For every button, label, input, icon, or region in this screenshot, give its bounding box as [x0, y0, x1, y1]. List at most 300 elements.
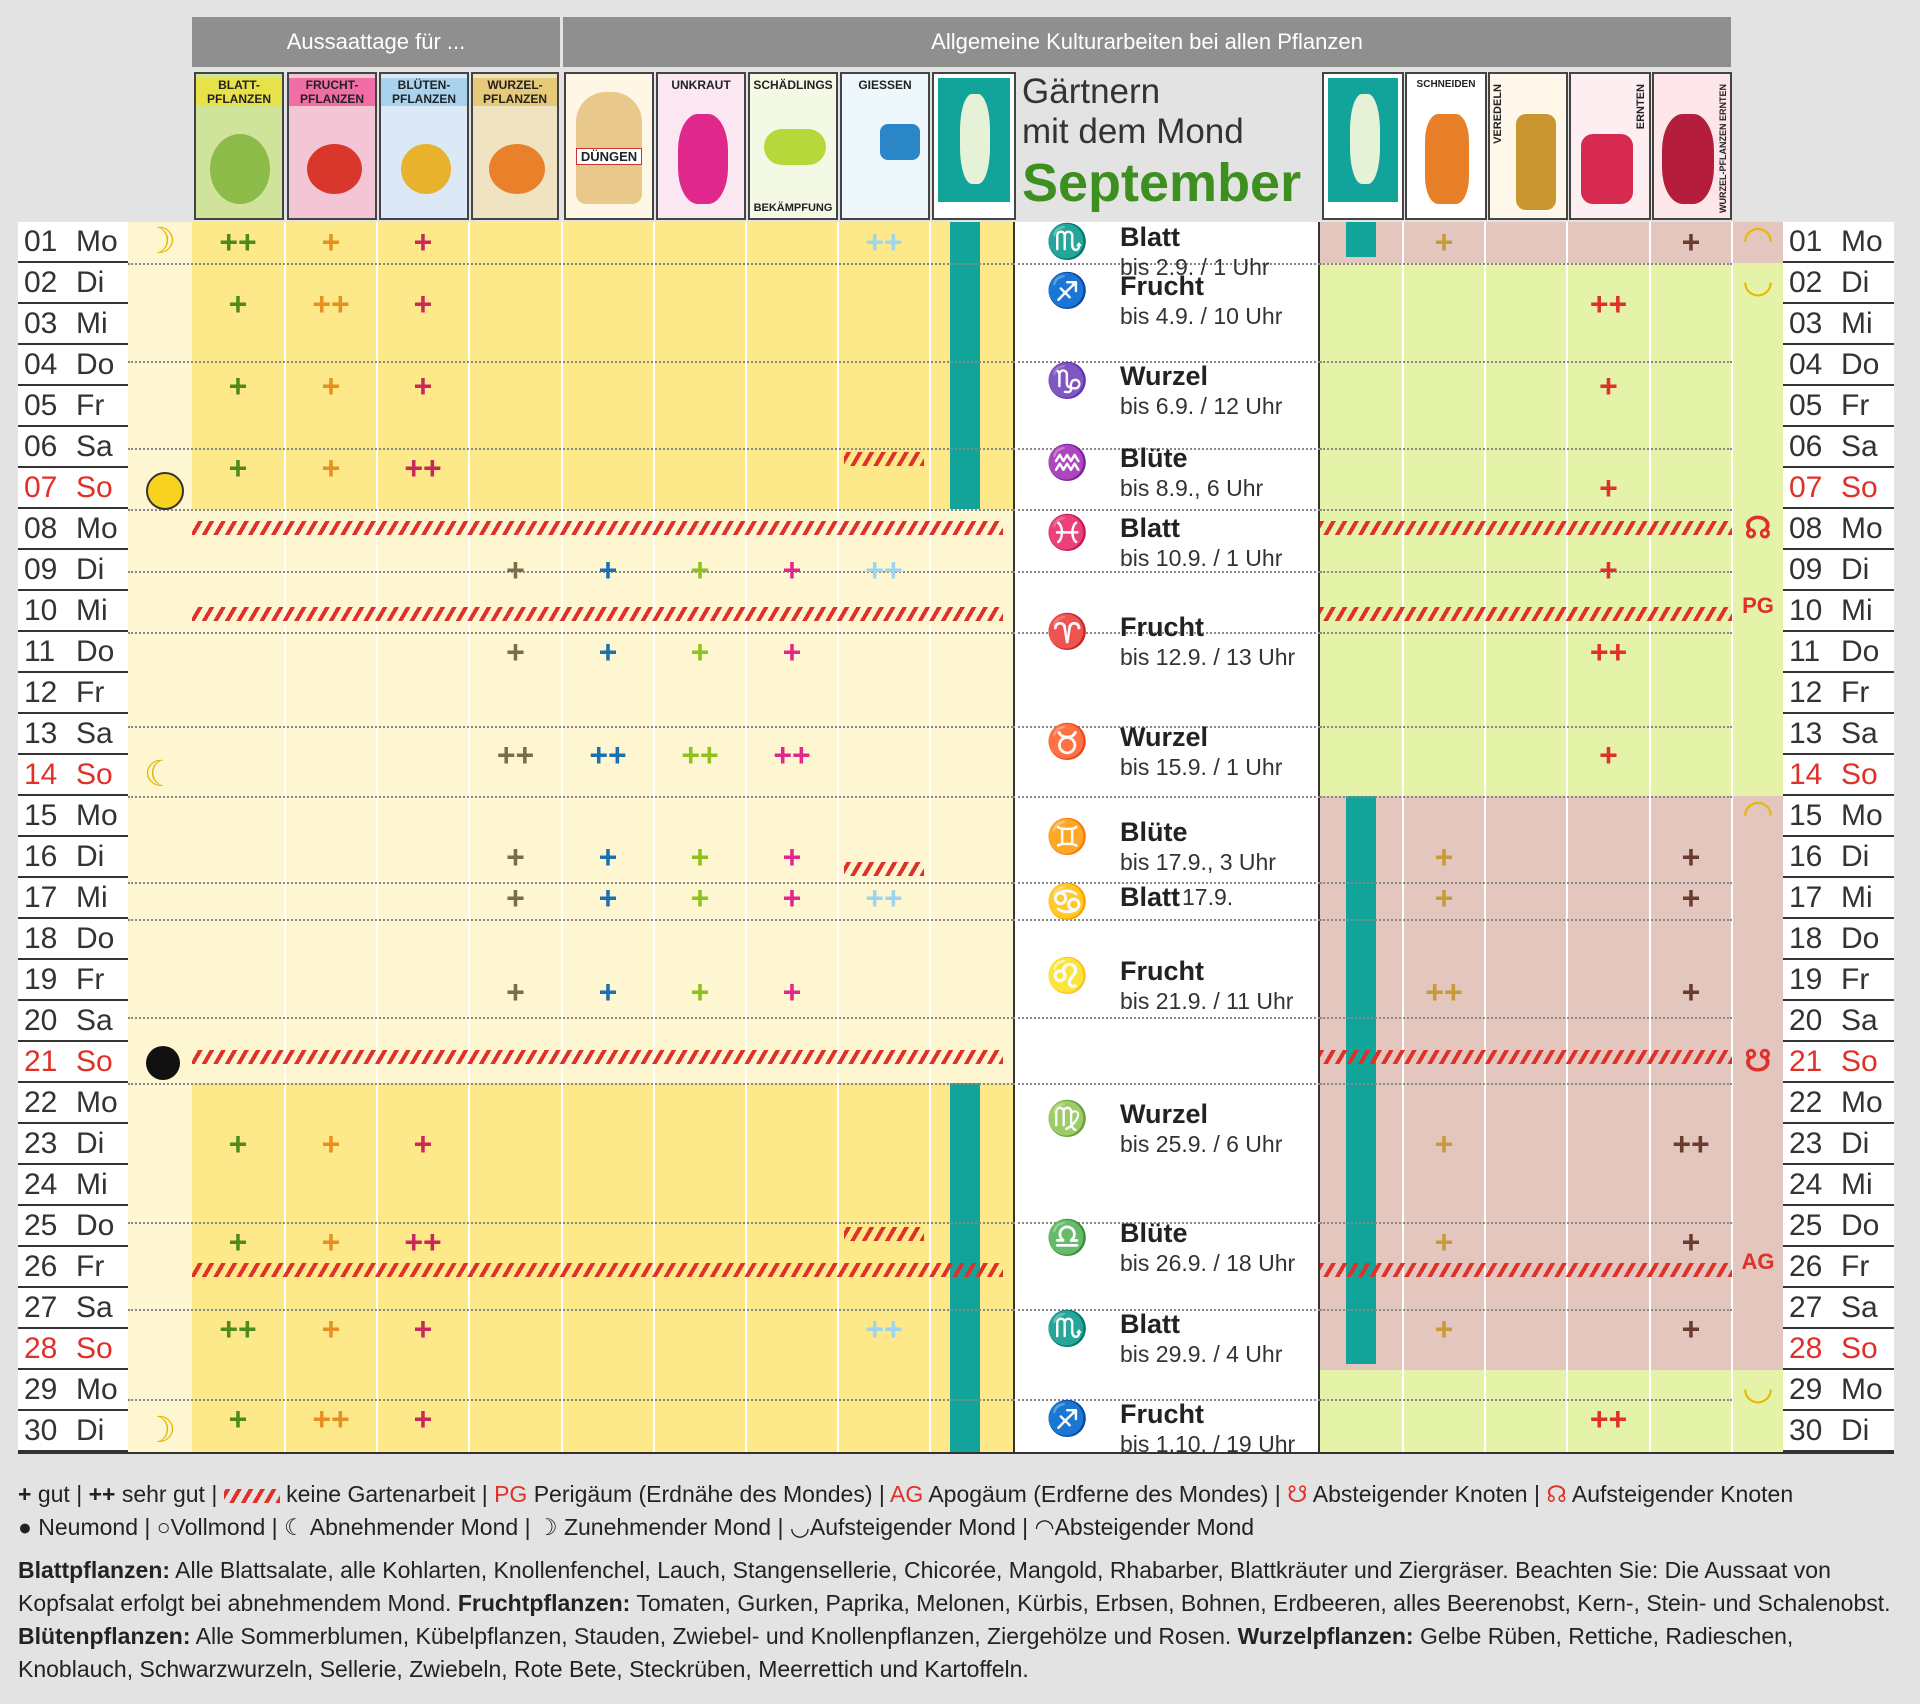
day-number: 05: [1789, 388, 1823, 422]
day-row-03: [1783, 304, 1894, 345]
day-row-20: [1783, 1001, 1894, 1042]
divider: [1320, 1222, 1732, 1224]
plant-description: [18, 1554, 1898, 1686]
rating-mark-frucht: ++: [312, 1400, 350, 1437]
day-row-05: [1783, 386, 1894, 427]
moon-ascend-descend-icon: ◡: [1742, 259, 1774, 300]
day-row-21: [1783, 1042, 1894, 1083]
rating-mark-bluete: +: [413, 224, 433, 260]
rating-mark-frucht: +: [321, 367, 341, 404]
weekday: Sa: [76, 1290, 113, 1324]
day-number: 08: [1789, 511, 1823, 545]
weekday: Do: [76, 347, 115, 381]
moon-column: [128, 222, 192, 1452]
lion-icon: ♌: [1046, 956, 1089, 995]
sign-plant-type: Wurzel: [1120, 1099, 1209, 1130]
divider: [1320, 571, 1732, 573]
moon-phase-icon: ☽: [143, 1409, 177, 1450]
divider: [1320, 361, 1732, 363]
day-number: 23: [24, 1126, 58, 1160]
weekday: Mo: [1841, 224, 1883, 258]
day-number: 19: [24, 962, 58, 996]
rating-mark-wurzel: +: [506, 974, 525, 1011]
weekday: So: [1841, 470, 1878, 504]
rating-mark-schneiden: ++: [1425, 974, 1463, 1011]
ascending-node-icon: ☊: [1744, 512, 1772, 545]
day-row-10: [1783, 591, 1894, 632]
weekday: Fr: [76, 1249, 105, 1283]
day-number: 18: [1789, 921, 1823, 955]
rating-mark-schneiden: +: [1434, 224, 1454, 260]
duengen-tile-icon: DÜNGEN: [564, 72, 654, 220]
rating-mark-schneiden: +: [1434, 880, 1454, 916]
day-row-21: [18, 1042, 128, 1083]
day-number: 13: [1789, 716, 1823, 750]
divider: [1320, 726, 1732, 728]
weekday: Sa: [1841, 1290, 1878, 1324]
day-row-25: [18, 1206, 128, 1247]
day-number: 01: [1789, 224, 1823, 258]
sign-until: bis 17.9., 3 Uhr: [1120, 848, 1276, 875]
day-row-16: [18, 837, 128, 878]
scorpion-icon: ♏: [1046, 223, 1089, 261]
rating-mark-unkraut: ++: [681, 736, 719, 773]
no-watering-hatch: [844, 862, 924, 876]
sign-until: bis 12.9. / 13 Uhr: [1120, 643, 1296, 670]
rating-mark-duengen: +: [598, 974, 618, 1011]
weekday: Fr: [76, 962, 105, 996]
weekday: Do: [76, 1208, 115, 1242]
weekday: Mi: [1841, 880, 1873, 914]
day-row-10: [18, 591, 128, 632]
schaedlingsbekaempfung-tile-icon: SCHÄDLINGS BEKÄMPFUNG: [748, 72, 838, 220]
rating-mark-blatt: ++: [219, 1310, 257, 1347]
moon-ascend-descend-icon: ◡: [1742, 1366, 1774, 1407]
weekday: Di: [76, 265, 105, 299]
day-number: 22: [24, 1085, 58, 1119]
sign-until: bis 1.10. / 19 Uhr: [1120, 1430, 1296, 1457]
day-number: 25: [24, 1208, 58, 1242]
day-row-07: [18, 468, 128, 509]
divider: [128, 1083, 1013, 1085]
no-gardening-hatch: [1320, 521, 1732, 535]
day-number: 14: [1789, 757, 1823, 791]
wurzelpflanzen-ernten-tile-icon: WURZEL-PFLANZEN ERNTEN: [1652, 72, 1732, 220]
weekday: So: [76, 470, 113, 504]
aquarius-icon: ♒: [1046, 444, 1089, 483]
divider: [1320, 1309, 1732, 1311]
day-row-09: [1783, 550, 1894, 591]
weekday: Di: [1841, 1126, 1870, 1160]
divider: [128, 1017, 1013, 1019]
right-band: [1320, 1370, 1783, 1452]
zodiac-sign-2: [1032, 361, 1334, 431]
day-row-14: [18, 755, 128, 796]
rating-mark-duengen: +: [598, 880, 618, 916]
sign-plant-type: Frucht: [1120, 955, 1204, 986]
day-number: 26: [1789, 1249, 1823, 1283]
rating-mark-schneiden: +: [1434, 1126, 1454, 1162]
legend-part: Aufsteigender Knoten: [1566, 1481, 1794, 1507]
pflanzzeit-2-tile-icon: PFLANZZEIT: [1322, 72, 1404, 220]
day-number: 10: [24, 593, 58, 627]
rating-mark-frucht: +: [321, 224, 341, 260]
rating-mark-ernten: +: [1599, 736, 1618, 773]
plant-group-label: Wurzelpflanzen:: [1237, 1623, 1414, 1649]
weekday: Mi: [76, 306, 108, 340]
rating-mark-bluete: +: [413, 367, 433, 404]
pflanzzeit-tile-icon: PFLANZZEIT: [932, 72, 1016, 220]
day-row-17: [1783, 878, 1894, 919]
sign-plant-type: Wurzel: [1120, 361, 1209, 392]
day-number: 29: [24, 1372, 58, 1406]
rating-mark-bluete: +: [413, 285, 433, 322]
moon-phase-icon: ☾: [143, 753, 177, 794]
divider: [128, 632, 1013, 634]
wurzelpflanzen-tile-icon: WURZEL-PFLANZEN: [471, 72, 559, 220]
virgin-icon: ♍: [1046, 1100, 1089, 1139]
day-row-19: [1783, 960, 1894, 1001]
unkraut-tile-icon: UNKRAUT: [656, 72, 746, 220]
zodiac-sign-10: [1032, 1099, 1334, 1169]
rating-mark-blatt: +: [228, 285, 248, 322]
sign-plant-type: Wurzel: [1120, 722, 1209, 753]
day-number: 09: [1789, 552, 1823, 586]
rating-mark-ernten: +: [1599, 470, 1618, 506]
day-number: 27: [1789, 1290, 1823, 1324]
rating-mark-ernten: ++: [1589, 634, 1628, 670]
day-number: 11: [24, 634, 56, 668]
weekday: Do: [1841, 347, 1880, 381]
rating-mark-wurzelernten: +: [1681, 1310, 1701, 1347]
weekday: Fr: [76, 675, 105, 709]
descending-node-icon: ☋: [1744, 1045, 1772, 1078]
day-number: 19: [1789, 962, 1823, 996]
day-number: 16: [1789, 839, 1823, 873]
day-number: 24: [1789, 1167, 1823, 1201]
day-row-29: [18, 1370, 128, 1411]
pflanzzeit-bar: [950, 222, 980, 509]
archer-icon: ♐: [1046, 272, 1089, 311]
weekday: Di: [1841, 265, 1870, 299]
rating-mark-blatt: +: [228, 1126, 248, 1162]
day-number: 04: [24, 347, 58, 381]
legend-part: PG: [494, 1481, 528, 1507]
weekday: Fr: [1841, 1249, 1870, 1283]
rating-mark-frucht: +: [321, 1310, 341, 1347]
rating-mark-wurzel: +: [506, 634, 525, 670]
divider: [128, 919, 1013, 921]
rating-mark-schaedl: +: [782, 974, 802, 1011]
rating-mark-schaedl: +: [782, 634, 802, 670]
zodiac-sign-6: [1032, 722, 1334, 792]
weekday: Mi: [1841, 1167, 1873, 1201]
day-number: 13: [24, 716, 58, 750]
day-row-24: [18, 1165, 128, 1206]
legend-part: Apogäum (Erdferne des Mondes) |: [923, 1481, 1288, 1507]
weekday: Sa: [76, 429, 113, 463]
rating-mark-unkraut: +: [690, 839, 710, 875]
weekday: Di: [76, 1413, 105, 1447]
day-number: 24: [24, 1167, 58, 1201]
rating-mark-unkraut: +: [690, 974, 710, 1011]
no-watering-hatch: [844, 1227, 924, 1241]
day-row-22: [18, 1083, 128, 1124]
rating-mark-frucht: +: [321, 1224, 341, 1261]
legend-part: ☊: [1546, 1481, 1567, 1507]
pflanzzeit-bar: [1346, 222, 1376, 257]
weekday: Di: [1841, 839, 1870, 873]
title-line2: mit dem Mond: [1022, 112, 1244, 151]
no-gardening-hatch: [1320, 1263, 1732, 1277]
weekday: Mo: [1841, 798, 1883, 832]
rating-mark-bluete: ++: [404, 1224, 442, 1261]
rating-mark-giessen: ++: [865, 880, 903, 916]
zodiac-sign-13: [1032, 1399, 1334, 1469]
zodiac-sign-12: [1032, 1309, 1334, 1379]
day-number: 21: [1789, 1044, 1823, 1078]
archer-icon: ♐: [1046, 1399, 1089, 1438]
sign-plant-type: Blüte: [1120, 1218, 1188, 1249]
weekday: Mo: [76, 511, 118, 545]
moon-ascend-descend-icon: ◠: [1742, 218, 1774, 259]
full-moon-icon: [146, 472, 184, 510]
day-row-12: [18, 673, 128, 714]
scales-icon: ♎: [1046, 1219, 1089, 1258]
weekday: Di: [1841, 552, 1870, 586]
sign-plant-type: Blatt: [1120, 1308, 1180, 1339]
divider: [128, 726, 1013, 728]
scorpion-icon: ♏: [1046, 1309, 1089, 1348]
day-row-01: [1783, 222, 1894, 263]
new-moon-icon: [146, 1046, 180, 1080]
divider: [1320, 796, 1732, 798]
day-row-11: [18, 632, 128, 673]
zodiac-sign-8: [1032, 882, 1334, 952]
zodiac-sign-1: [1032, 271, 1334, 341]
legend-part: Perigäum (Erdnähe des Mondes) |: [527, 1481, 890, 1507]
divider: [1320, 509, 1732, 511]
divider: [1320, 1399, 1732, 1401]
weekday: So: [1841, 1331, 1878, 1365]
blattpflanzen-tile-icon: BLATT-PFLANZEN: [194, 72, 284, 220]
day-number: 06: [24, 429, 58, 463]
veredeln-tile-icon: VEREDELN: [1488, 72, 1568, 220]
rating-mark-bluete: ++: [404, 449, 442, 486]
weekday: Sa: [76, 1003, 113, 1037]
weekday: Mi: [1841, 306, 1873, 340]
apogee-label: AG: [1741, 1249, 1775, 1274]
bull-icon: ♉: [1046, 723, 1089, 762]
weekday: Fr: [1841, 675, 1870, 709]
legend-line-1: [18, 1478, 1793, 1511]
perigee-label: PG: [1742, 593, 1774, 618]
day-number: 02: [24, 265, 58, 299]
weekday: So: [76, 757, 113, 791]
divider: [128, 448, 1013, 450]
rating-mark-bluete: +: [413, 1400, 433, 1437]
legend-part: gut |: [31, 1481, 89, 1507]
divider: [1320, 263, 1732, 265]
divider: [1320, 1017, 1732, 1019]
day-number: 03: [1789, 306, 1823, 340]
rating-mark-blatt: +: [228, 1400, 248, 1437]
day-row-27: [18, 1288, 128, 1329]
day-number: 28: [1789, 1331, 1823, 1365]
bluetenpflanzen-tile-icon: BLÜTEN-PFLANZEN: [379, 72, 469, 220]
zodiac-sign-4: [1032, 513, 1334, 583]
day-row-11: [1783, 632, 1894, 673]
plant-group-text: Alle Blattsalate, alle Kohlarten, Knollenfenchel, Lauch, Stangensellerie, Chicorée, Mangold, Rhabarber, Blattkräuter und Ziergräser. Beachten Sie: Die Aussaat von Kopfsalat erfolgt bei abnehmendem Mond.: [18, 1557, 1831, 1616]
fruchtpflanzen-tile-icon: FRUCHT-PFLANZEN: [287, 72, 377, 220]
rating-mark-duengen: +: [598, 839, 618, 875]
weekday: So: [76, 1044, 113, 1078]
day-number: 10: [1789, 593, 1823, 627]
weekday: So: [1841, 1044, 1878, 1078]
zodiac-sign-5: [1032, 612, 1334, 682]
weekday: Mo: [76, 1085, 118, 1119]
weekday: So: [1841, 757, 1878, 791]
title-block: [1022, 72, 1322, 220]
day-number: 28: [24, 1331, 58, 1365]
day-row-14: [1783, 755, 1894, 796]
rating-mark-giessen: ++: [865, 1310, 903, 1347]
sign-until: bis 2.9. / 1 Uhr: [1120, 254, 1270, 280]
weekday: Mo: [1841, 1372, 1883, 1406]
aussaat-header: Aussaattage für ...: [192, 17, 560, 67]
weekday: Mo: [1841, 511, 1883, 545]
rating-mark-blatt: +: [228, 449, 248, 486]
zodiac-sign-3: [1032, 443, 1334, 513]
divider: [128, 509, 1013, 511]
rating-mark-schneiden: +: [1434, 1224, 1454, 1261]
day-number: 04: [1789, 347, 1823, 381]
no-watering-hatch: [844, 452, 924, 466]
day-number: 30: [1789, 1413, 1823, 1447]
day-number: 16: [24, 839, 58, 873]
rating-mark-blatt: +: [228, 1224, 248, 1261]
sign-until: bis 25.9. / 6 Uhr: [1120, 1131, 1283, 1158]
weekday: Do: [76, 634, 115, 668]
day-number: 17: [1789, 880, 1823, 914]
weekday: Sa: [1841, 429, 1878, 463]
day-number: 11: [1789, 634, 1821, 668]
divider: [128, 796, 1013, 798]
plant-group-label: Fruchtpflanzen:: [457, 1590, 631, 1616]
rating-mark-unkraut: +: [690, 552, 710, 588]
day-number: 21: [24, 1044, 58, 1078]
day-row-30: [1783, 1411, 1894, 1452]
weekday: Mi: [76, 880, 108, 914]
rating-mark-wurzelernten: +: [1681, 880, 1701, 916]
day-row-13: [18, 714, 128, 755]
weekday: Do: [1841, 1208, 1880, 1242]
rating-mark-frucht: +: [321, 449, 341, 486]
sign-plant-type: Blüte: [1120, 816, 1188, 847]
legend-part: ++: [88, 1481, 116, 1507]
day-number: 22: [1789, 1085, 1823, 1119]
day-row-05: [18, 386, 128, 427]
kulturarbeiten-header: Allgemeine Kulturarbeiten bei allen Pflanzen: [563, 17, 1731, 67]
weekday: Di: [1841, 1413, 1870, 1447]
day-row-01: [18, 222, 128, 263]
day-number: 15: [24, 798, 58, 832]
weekday: Do: [1841, 634, 1880, 668]
rating-mark-schneiden: +: [1434, 1310, 1454, 1347]
weekday: Mo: [76, 224, 118, 258]
day-row-02: [1783, 263, 1894, 304]
day-row-28: [1783, 1329, 1894, 1370]
giessen-tile-icon: GIESSEN: [840, 72, 930, 220]
no-gardening-hatch: [1320, 607, 1732, 621]
day-row-29: [1783, 1370, 1894, 1411]
sign-until: bis 29.9. / 4 Uhr: [1120, 1340, 1283, 1367]
day-row-04: [18, 345, 128, 386]
day-row-08: [18, 509, 128, 550]
sign-plant-type: Blatt: [1120, 222, 1180, 252]
sign-plant-type: Frucht: [1120, 611, 1204, 642]
day-row-18: [18, 919, 128, 960]
sign-until: bis 10.9. / 1 Uhr: [1120, 545, 1283, 572]
rating-mark-ernten: ++: [1589, 285, 1628, 322]
rating-mark-wurzel: +: [506, 552, 525, 588]
fish-icon: ♓: [1046, 514, 1089, 553]
rating-mark-bluete: +: [413, 1126, 433, 1162]
rating-mark-blatt: ++: [219, 224, 257, 260]
weekday: Sa: [76, 716, 113, 750]
day-row-03: [18, 304, 128, 345]
plant-group-label: Blattpflanzen:: [18, 1557, 171, 1583]
day-number: 08: [24, 511, 58, 545]
day-number: 26: [24, 1249, 58, 1283]
rating-mark-bluete: +: [413, 1310, 433, 1347]
day-row-23: [18, 1124, 128, 1165]
divider: [128, 1399, 1013, 1401]
day-number: 23: [1789, 1126, 1823, 1160]
day-number: 14: [24, 757, 58, 791]
rating-mark-duengen: ++: [589, 736, 627, 773]
rating-mark-wurzelernten: +: [1681, 974, 1701, 1011]
day-row-06: [18, 427, 128, 468]
weekday: Mi: [76, 1167, 108, 1201]
weekday: Mo: [76, 1372, 118, 1406]
day-row-16: [1783, 837, 1894, 878]
rating-mark-unkraut: +: [690, 880, 710, 916]
no-gardening-hatch: [192, 1263, 1003, 1277]
weekday: Fr: [1841, 962, 1870, 996]
day-number: 12: [1789, 675, 1823, 709]
sign-until: bis 21.9. / 11 Uhr: [1120, 987, 1294, 1014]
rating-mark-schaedl: ++: [773, 736, 811, 773]
weekday: Do: [76, 921, 115, 955]
day-row-02: [18, 263, 128, 304]
day-row-07: [1783, 468, 1894, 509]
moon-phase-icon: ☽: [143, 220, 177, 261]
sign-until: bis 4.9. / 10 Uhr: [1120, 303, 1283, 330]
legend-line-2: ● Neumond | ○Vollmond | ☾ Abnehmender Mond | ☽ Zunehmender Mond | ◡Aufsteigender Mond | ◠Absteigender Mond: [18, 1514, 1255, 1540]
title-line1: Gärtnern: [1022, 72, 1161, 111]
rating-mark-wurzel: ++: [496, 736, 535, 773]
rating-mark-frucht: ++: [312, 285, 350, 322]
day-number: 20: [24, 1003, 58, 1037]
zodiac-sign-9: [1032, 956, 1334, 1026]
weekday: Sa: [1841, 716, 1878, 750]
day-number: 18: [24, 921, 58, 955]
divider: [128, 1222, 1013, 1224]
weekday: So: [76, 1331, 113, 1365]
moon-ascend-descend-icon: ◠: [1742, 792, 1774, 833]
sign-until: bis 15.9. / 1 Uhr: [1120, 754, 1283, 781]
